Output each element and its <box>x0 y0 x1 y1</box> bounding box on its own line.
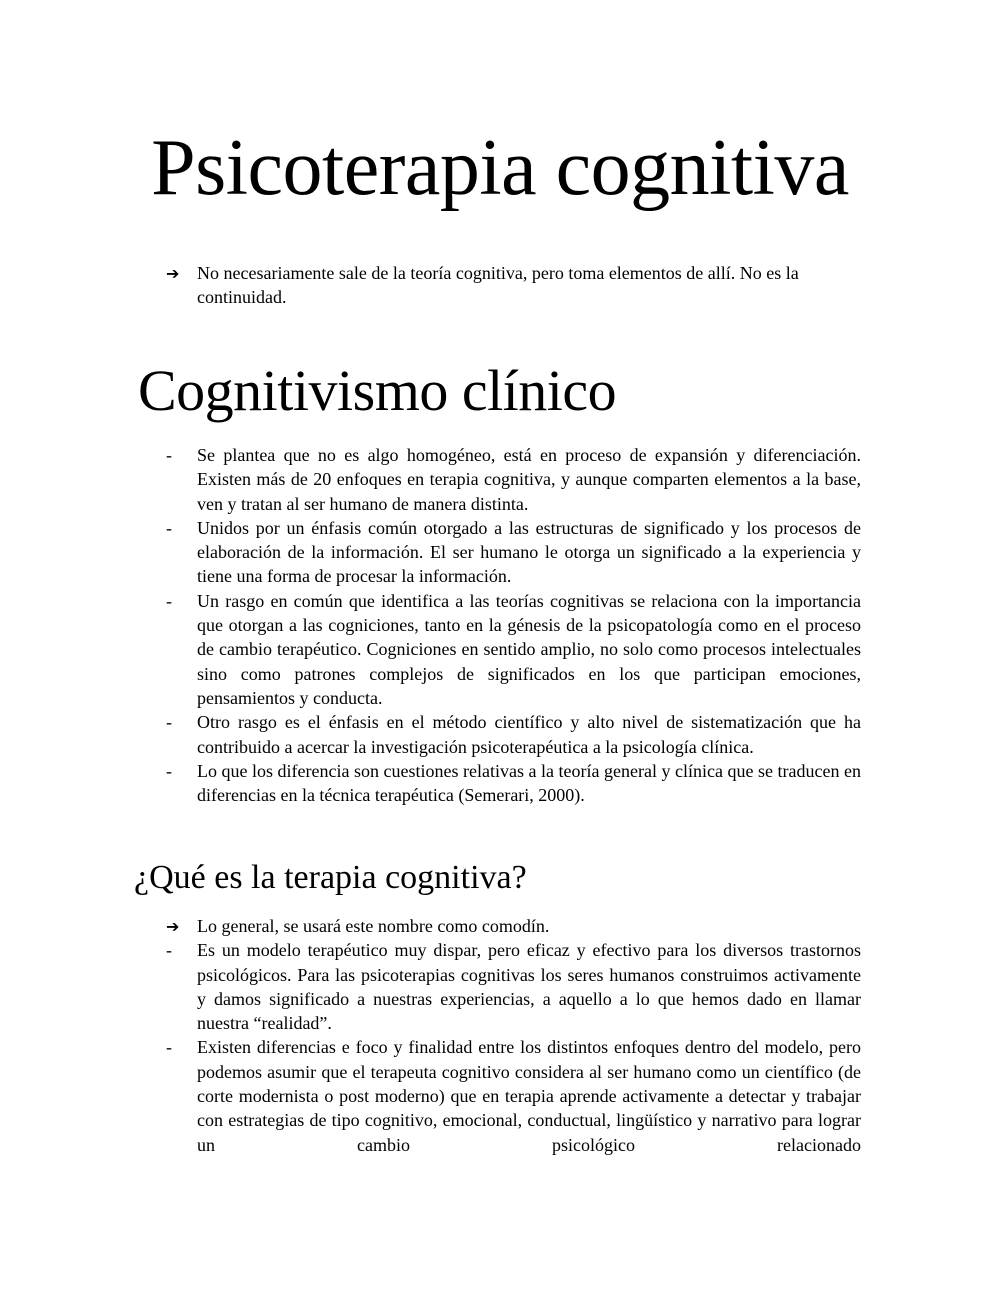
section1-list <box>0 443 861 807</box>
list-item <box>0 938 861 1035</box>
list-item-text: Unidos por un énfasis común otorgado a las estructuras de significado y los procesos de elaboración de la información. El ser humano le otorga un significado a la experiencia y tiene una forma de procesar la información. <box>197 517 861 587</box>
section2-list <box>0 914 861 1157</box>
list-item <box>0 589 861 710</box>
dash-bullet-icon: - <box>166 445 172 465</box>
list-item-text: Un rasgo en común que identifica a las teorías cognitivas se relaciona con la importancia que otorgan a las cogniciones, tanto en la génesis de la psicopatología como en el proceso de cambio terapéutico. Cogniciones en sentido amplio, no solo como procesos intelectuales sino como patrones complejos de significados en los que participan emociones, pensamientos y conducta. <box>197 590 861 708</box>
list-item-text: Se plantea que no es algo homogéneo, está en proceso de expansión y diferenciación. Existen más de 20 enfoques en terapia cognitiva, y aunque comparten elementos a la base, ven y tratan al ser humano de manera distinta. <box>197 445 861 514</box>
list-item <box>0 516 861 589</box>
dash-bullet-icon: - <box>166 940 172 961</box>
list-item-text: Existen diferencias e foco y finalidad entre los distintos enfoques dentro del modelo, pero podemos asumir que el terapeuta cognitivo considera al ser humano como un científico (de corte modernista o post moderno) que en terapia aprende activamente a detectar y trabajar con estrategias de tipo cognitivo, emocional, conductual, lingüístico y narrativo para lograr un cambio psicológico relacionado <box>197 1037 861 1155</box>
list-item <box>0 443 861 516</box>
list-item-text: Lo que los diferencia son cuestiones relativas a la teoría general y clínica que se traducen en diferencias en la técnica terapéutica (Semerari, 2000). <box>197 760 861 806</box>
intro-list <box>0 261 817 310</box>
list-item-text: No necesariamente sale de la teoría cognitiva, pero toma elementos de allí. No es la continuidad. <box>197 263 799 308</box>
arrow-right-icon: ➔ <box>166 917 180 936</box>
list-item <box>0 710 861 759</box>
arrow-right-icon: ➔ <box>166 264 180 283</box>
list-item-text: Otro rasgo es el énfasis en el método científico y alto nivel de sistematización que ha contribuido a acercar la investigación psicoterapéutica a la psicología clínica. <box>197 712 861 757</box>
dash-bullet-icon: - <box>166 760 172 781</box>
dash-bullet-icon: - <box>166 1037 172 1058</box>
list-item-text: Es un modelo terapéutico muy dispar, pero eficaz y efectivo para los diversos trastornos psicológicos. Para las psicoterapias cognitivas los seres humanos construimos activamente y damos significado a nuestras experiencias, a aquello a lo que hemos dado en llamar nuestra “realidad”. <box>197 940 861 1034</box>
list-item <box>0 1035 861 1156</box>
section-heading-terapia: ¿Qué es la terapia cognitiva? <box>134 859 527 896</box>
document-title: Psicoterapia cognitiva <box>151 124 849 212</box>
dash-bullet-icon: - <box>166 517 172 538</box>
list-item-text: Lo general, se usará este nombre como comodín. <box>197 916 550 936</box>
section-heading-cognitivismo: Cognitivismo clínico <box>138 358 617 423</box>
dash-bullet-icon: - <box>166 712 172 733</box>
dash-bullet-icon: - <box>166 590 172 611</box>
list-item <box>0 261 817 310</box>
list-item <box>0 759 861 808</box>
list-item <box>0 914 861 938</box>
